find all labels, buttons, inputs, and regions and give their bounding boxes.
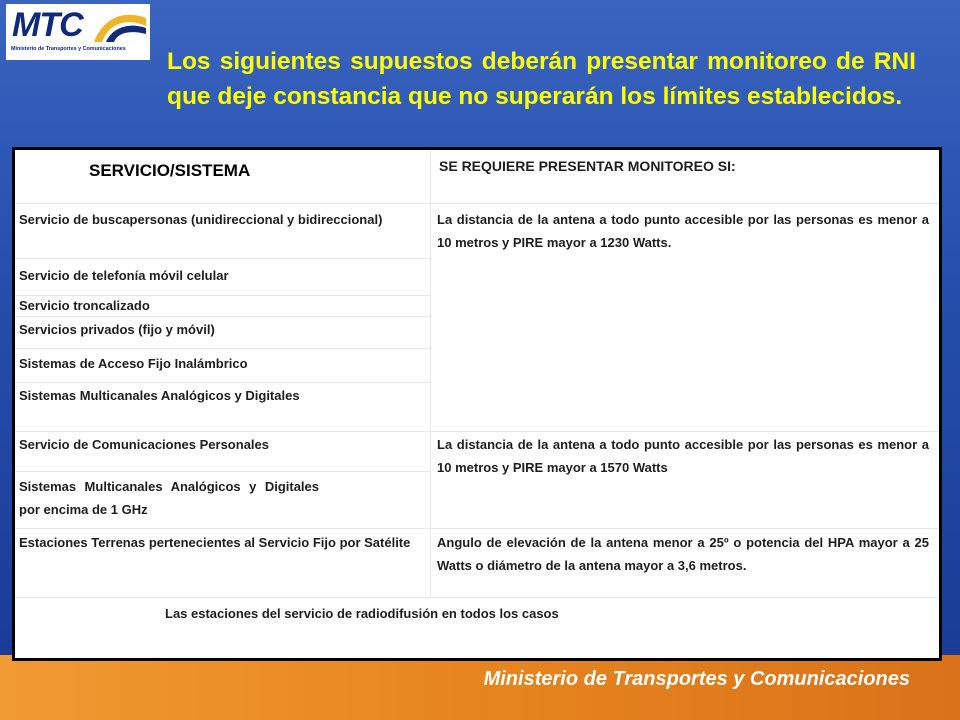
table-row <box>15 472 430 528</box>
table-row <box>15 432 430 471</box>
service-name: Sistemas Multicanales Analógicos y Digitales <box>19 388 300 403</box>
table-row <box>15 204 430 258</box>
service-name: Estaciones Terrenas pertenecientes al Servicio Fijo por Satélite <box>19 535 411 550</box>
table-row <box>15 296 430 316</box>
requirement-text: La distancia de la antena a todo punto accesible por las personas es menor a 10 metros y PIRE mayor a 1230 Watts. <box>437 212 929 250</box>
page-title: Los siguientes supuestos deberán presentar monitoreo de RNI que deje constancia que no superarán los límites establecidos. <box>167 48 916 110</box>
requirement-cell <box>431 529 939 597</box>
service-name: Servicio de Comunicaciones Personales <box>19 437 269 452</box>
table-row <box>15 317 430 348</box>
service-name: Servicios privados (fijo y móvil) <box>19 322 215 337</box>
service-name: Sistemas de Acceso Fijo Inalámbrico <box>19 356 248 371</box>
service-name: Servicio troncalizado <box>19 298 150 313</box>
footer-row-text: Las estaciones del servicio de radiodifusión en todos los casos <box>165 606 559 621</box>
table-row <box>15 349 430 382</box>
table-row <box>15 529 430 597</box>
header-cell-requirement <box>431 150 939 203</box>
mtc-logo <box>6 4 150 60</box>
requirements-table <box>12 147 942 661</box>
table-row <box>15 259 430 295</box>
requirement-cell <box>431 432 939 528</box>
logo-swoosh-icon <box>90 8 148 44</box>
table-row <box>15 383 430 431</box>
table-body <box>15 150 939 658</box>
requirement-text: La distancia de la antena a todo punto accesible por las personas es menor a 10 metros y PIRE mayor a 1570 Watts <box>437 437 929 475</box>
service-name: Servicio de buscapersonas (unidireccional y bidireccional) <box>19 212 383 227</box>
logo-subtitle: Ministerio de Transportes y Comunicaciones <box>11 46 126 52</box>
requirement-cell <box>431 204 939 431</box>
requirement-text: Angulo de elevación de la antena menor a 25º o potencia del HPA mayor a 25 Watts o diámetro de la antena mayor a 3,6 metros. <box>437 535 929 573</box>
service-name: Sistemas Multicanales Analógicos y Digitales por encima de 1 GHz <box>19 479 319 517</box>
header-requirement-label: SE REQUIERE PRESENTAR MONITOREO SI: <box>439 158 736 174</box>
header-service-label: SERVICIO/SISTEMA <box>89 161 251 180</box>
logo-brand: MTC <box>12 6 83 44</box>
service-name: Servicio de telefonía móvil celular <box>19 268 229 283</box>
footer-ministry-name: Ministerio de Transportes y Comunicaciones <box>483 668 910 690</box>
table-footer-row <box>15 598 939 658</box>
header-cell-service <box>15 150 430 203</box>
